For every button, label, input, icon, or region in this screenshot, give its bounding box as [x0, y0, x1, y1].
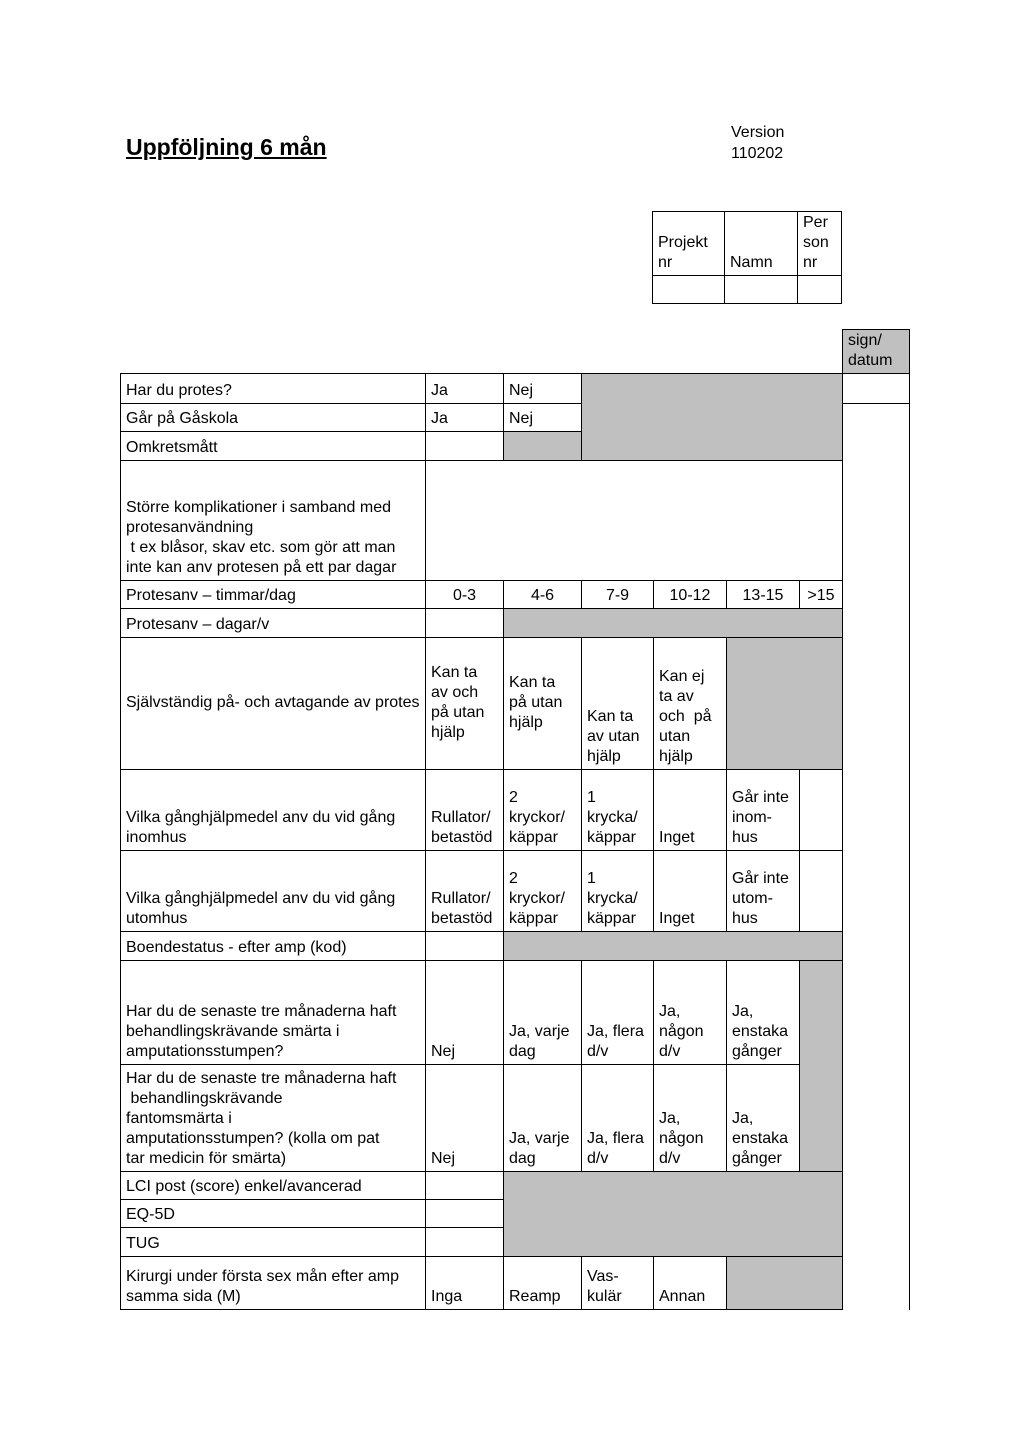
inomhus-label: Vilka gånghjälpmedel anv du vid gång inomhus — [121, 770, 426, 851]
sjalvstandig-opt2[interactable]: Kan ta på utan hjälp — [504, 638, 582, 770]
version-number: 110202 — [731, 145, 784, 162]
inomhus-opt1[interactable]: Rullator/ betastöd — [426, 770, 504, 851]
shaded-cell — [727, 1257, 843, 1310]
har-protes-label: Har du protes? — [121, 374, 426, 404]
smarta-stump-label: Har du de senaste tre månaderna haft behandlingskrävande smärta i amputationsstumpen? — [121, 961, 426, 1065]
table-row — [121, 770, 910, 851]
shaded-cell — [504, 932, 843, 961]
table-row — [121, 851, 910, 932]
namn-header: Namn — [725, 212, 798, 276]
smarta-stump-opt3[interactable]: Ja, flera d/v — [582, 961, 654, 1065]
lci-label: LCI post (score) enkel/avancerad — [121, 1172, 426, 1200]
smarta-stump-opt2[interactable]: Ja, varje dag — [504, 961, 582, 1065]
table-row — [121, 1257, 910, 1310]
kirurgi-opt4[interactable]: Annan — [654, 1257, 727, 1310]
utomhus-opt5[interactable]: Går inte utom-hus — [727, 851, 800, 932]
projekt-nr-header: Projekt nr — [653, 212, 725, 276]
sign-datum-header: sign/ datum — [843, 330, 910, 374]
eq5d-label: EQ-5D — [121, 1200, 426, 1228]
inomhus-opt2[interactable]: 2 kryckor/ käppar — [504, 770, 582, 851]
utomhus-opt3[interactable]: 1 krycka/ käppar — [582, 851, 654, 932]
har-protes-nej[interactable]: Nej — [504, 374, 582, 404]
table-row — [121, 461, 910, 581]
shaded-area — [504, 1172, 843, 1257]
table-row — [121, 638, 910, 770]
sign-column — [843, 404, 910, 1310]
kirurgi-opt3[interactable]: Vas-kulär — [582, 1257, 654, 1310]
sjalvstandig-opt1[interactable]: Kan ta av och på utan hjälp — [426, 638, 504, 770]
kirurgi-opt2[interactable]: Reamp — [504, 1257, 582, 1310]
gaskola-label: Går på Gåskola — [121, 404, 426, 432]
inomhus-extra[interactable] — [800, 770, 843, 851]
timmar-label: Protesanv – timmar/dag — [121, 581, 426, 609]
komplikationer-label: Större komplikationer i samband med protesanvändning t ex blåsor, skav etc. som gör att man inte kan anv protesen på ett par dagar — [121, 461, 426, 581]
gaskola-nej[interactable]: Nej — [504, 404, 582, 432]
fantom-opt1[interactable]: Nej — [426, 1065, 504, 1172]
version-label: Version — [731, 124, 785, 141]
eq5d-field[interactable] — [426, 1200, 504, 1228]
inomhus-opt3[interactable]: 1 krycka/ käppar — [582, 770, 654, 851]
fantom-opt3[interactable]: Ja, flera d/v — [582, 1065, 654, 1172]
fantom-opt4[interactable]: Ja, någon d/v — [654, 1065, 727, 1172]
smarta-stump-opt5[interactable]: Ja, enstaka gånger — [727, 961, 800, 1065]
inomhus-opt5[interactable]: Går inte inom-hus — [727, 770, 800, 851]
omkrets-label: Omkretsmått — [121, 432, 426, 461]
smarta-stump-opt4[interactable]: Ja, någon d/v — [654, 961, 727, 1065]
timmar-opt-4-6[interactable]: 4-6 — [504, 581, 582, 609]
follow-up-form-table — [120, 329, 910, 1310]
table-row — [121, 1172, 910, 1200]
boende-label: Boendestatus - efter amp (kod) — [121, 932, 426, 961]
table-row — [121, 581, 910, 609]
fantom-label: Har du de senaste tre månaderna haft behandlingskrävande fantomsmärta i amputationsstumpen? (kolla om pat tar medicin för smärta) — [121, 1065, 426, 1172]
utomhus-opt4[interactable]: Inget — [654, 851, 727, 932]
fantom-opt2[interactable]: Ja, varje dag — [504, 1065, 582, 1172]
har-protes-ja[interactable]: Ja — [426, 374, 504, 404]
page-title: Uppföljning 6 mån — [126, 134, 327, 160]
table-row — [121, 374, 910, 404]
timmar-opt-over-15[interactable]: >15 — [800, 581, 843, 609]
utomhus-opt2[interactable]: 2 kryckor/ käppar — [504, 851, 582, 932]
utomhus-extra[interactable] — [800, 851, 843, 932]
table-row — [121, 1065, 910, 1172]
smarta-stump-opt1[interactable]: Nej — [426, 961, 504, 1065]
fantom-opt5[interactable]: Ja, enstaka gånger — [727, 1065, 800, 1172]
shaded-cell — [800, 961, 843, 1172]
komplikationer-field[interactable] — [426, 461, 843, 581]
kirurgi-opt1[interactable]: Inga — [426, 1257, 504, 1310]
timmar-opt-10-12[interactable]: 10-12 — [654, 581, 727, 609]
timmar-opt-0-3[interactable]: 0-3 — [426, 581, 504, 609]
shaded-area — [582, 374, 843, 461]
timmar-opt-7-9[interactable]: 7-9 — [582, 581, 654, 609]
gaskola-ja[interactable]: Ja — [426, 404, 504, 432]
dagar-label: Protesanv – dagar/v — [121, 609, 426, 638]
namn-field[interactable] — [725, 276, 798, 304]
inomhus-opt4[interactable]: Inget — [654, 770, 727, 851]
table-row — [121, 609, 910, 638]
lci-field[interactable] — [426, 1172, 504, 1200]
version-block — [731, 122, 784, 164]
sjalvstandig-label: Självständig på- och avtagande av protes — [121, 638, 426, 770]
projekt-nr-field[interactable] — [653, 276, 725, 304]
tug-label: TUG — [121, 1228, 426, 1257]
shaded-cell — [504, 432, 582, 461]
personnr-field[interactable] — [798, 276, 842, 304]
sjalvstandig-opt3[interactable]: Kan ta av utan hjälp — [582, 638, 654, 770]
tug-field[interactable] — [426, 1228, 504, 1257]
dagar-field[interactable] — [426, 609, 504, 638]
kirurgi-label: Kirurgi under första sex mån efter amp samma sida (M) — [121, 1257, 426, 1310]
sjalvstandig-opt4[interactable]: Kan ej ta av och på utan hjälp — [654, 638, 727, 770]
timmar-opt-13-15[interactable]: 13-15 — [727, 581, 800, 609]
id-table — [652, 211, 842, 304]
utomhus-opt1[interactable]: Rullator/ betastöd — [426, 851, 504, 932]
shaded-cell — [727, 638, 843, 770]
table-row — [121, 932, 910, 961]
shaded-cell — [504, 609, 843, 638]
omkrets-field[interactable] — [426, 432, 504, 461]
sign-field-har-protes[interactable] — [843, 374, 910, 404]
table-row — [121, 961, 910, 1065]
utomhus-label: Vilka gånghjälpmedel anv du vid gång utomhus — [121, 851, 426, 932]
personnr-header: Per son nr — [798, 212, 842, 276]
boende-field[interactable] — [426, 932, 504, 961]
